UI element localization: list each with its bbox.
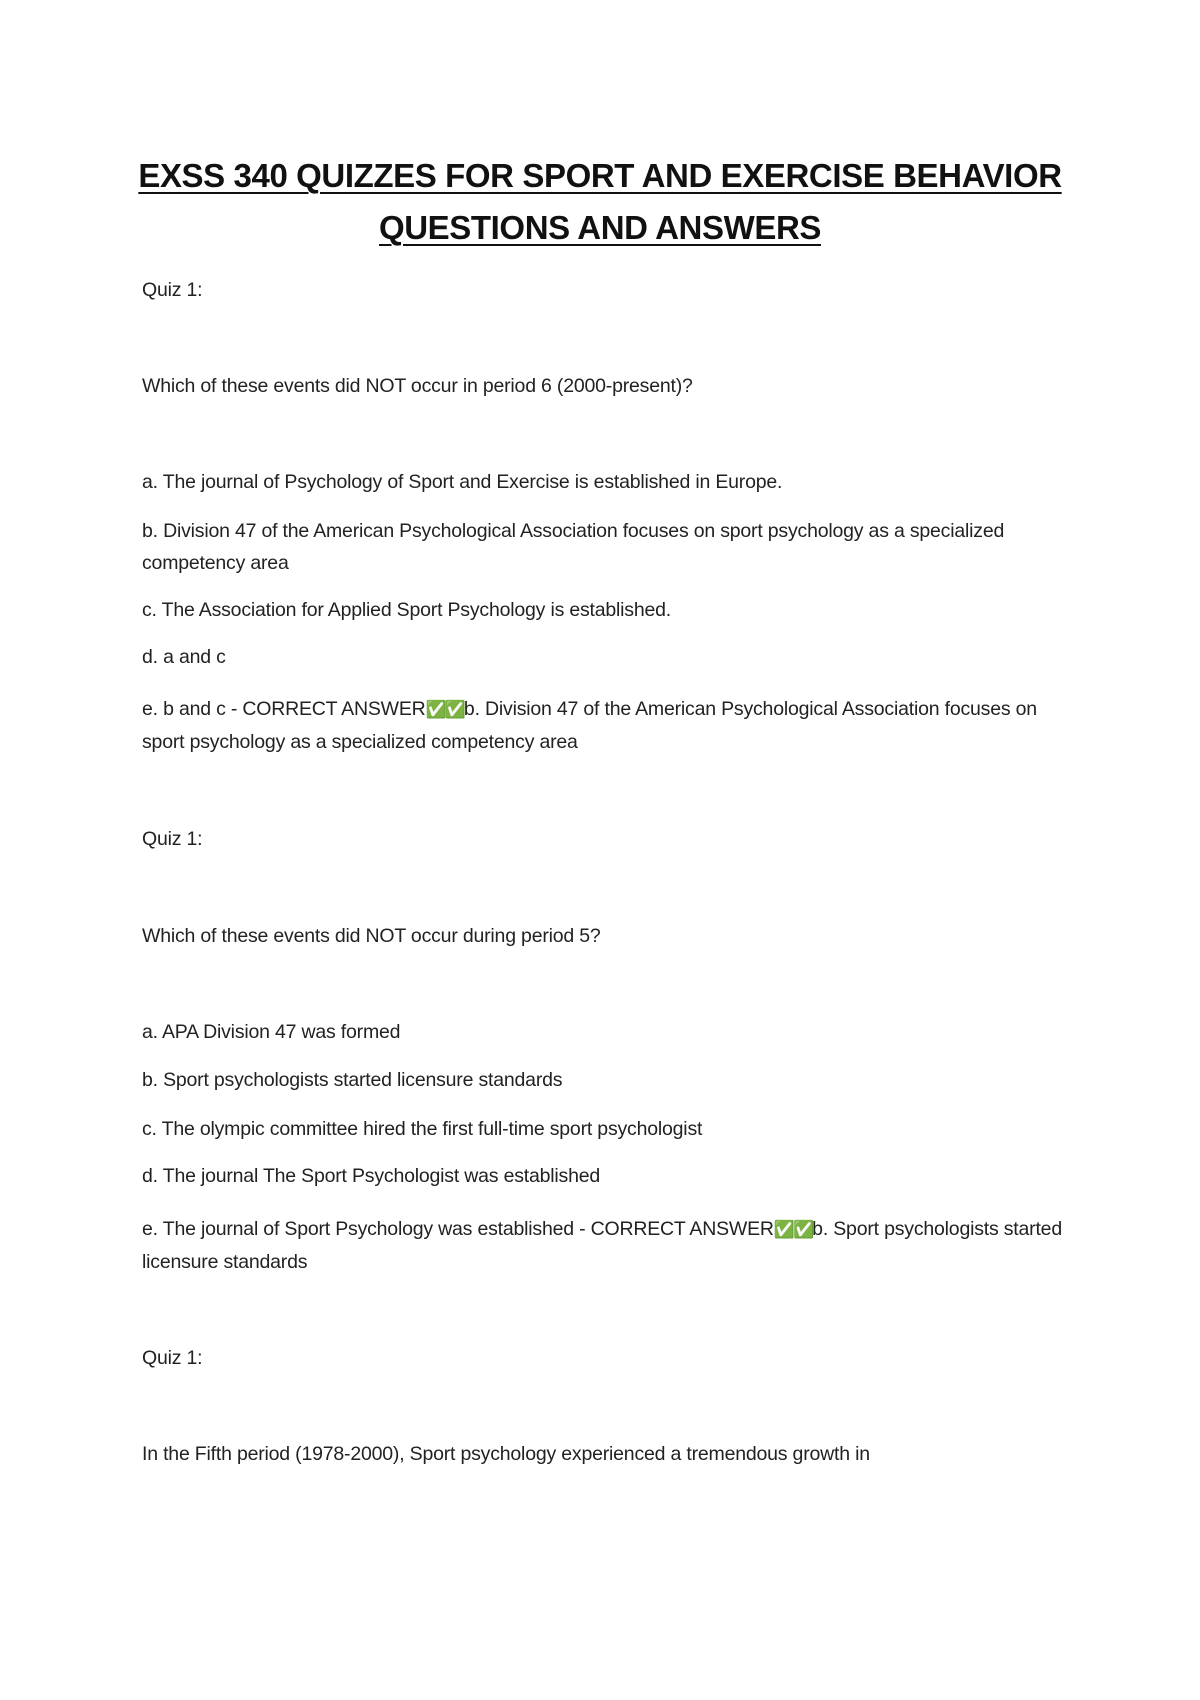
quiz-label: Quiz 1: xyxy=(142,279,203,301)
answer-option-c: c. The Association for Applied Sport Psychology is established. xyxy=(142,599,672,621)
question-prompt: Which of these events did NOT occur in period 6 (2000-present)? xyxy=(142,375,693,397)
correct-answer-text: b. Sport psychologists started licensure standards xyxy=(142,1218,1062,1273)
answer-option-e: e. b and c - CORRECT ANSWER xyxy=(142,698,426,720)
correct-answer-text: b. Division 47 of the American Psychological Association focuses on sport psychology as a specialized competency area xyxy=(142,698,1037,753)
answer-option-d: d. a and c xyxy=(142,646,226,668)
title-line-1: EXSS 340 QUIZZES FOR SPORT AND EXERCISE BEHAVIOR xyxy=(138,157,1062,194)
document-title xyxy=(130,150,1070,254)
check-mark-icon: ✅✅ xyxy=(773,1220,813,1240)
answer-option-e: e. The journal of Sport Psychology was established - CORRECT ANSWER xyxy=(142,1218,774,1240)
title-line-2: QUESTIONS AND ANSWERS xyxy=(378,209,821,246)
answer-option-b: b. Division 47 of the American Psychological Association focuses on sport psychology as a specialized competency area xyxy=(142,520,1005,574)
quiz-label: Quiz 1: xyxy=(142,1347,203,1369)
answer-option-a: a. The journal of Psychology of Sport and Exercise is established in Europe. xyxy=(142,471,783,493)
answer-option-b: b. Sport psychologists started licensure standards xyxy=(142,1069,563,1091)
answer-option-d: d. The journal The Sport Psychologist was established xyxy=(142,1165,601,1187)
question-prompt: In the Fifth period (1978-2000), Sport psychology experienced a tremendous growth in xyxy=(142,1443,870,1465)
answer-option-c: c. The olympic committee hired the first full-time sport psychologist xyxy=(142,1118,703,1140)
question-prompt: Which of these events did NOT occur during period 5? xyxy=(142,925,601,947)
answer-option-a: a. APA Division 47 was formed xyxy=(142,1021,401,1043)
quiz-label: Quiz 1: xyxy=(142,828,203,850)
answer-option-e-with-correct-answer xyxy=(142,693,1072,758)
answer-option-e-with-correct-answer xyxy=(142,1213,1072,1278)
check-mark-icon: ✅✅ xyxy=(425,700,464,720)
